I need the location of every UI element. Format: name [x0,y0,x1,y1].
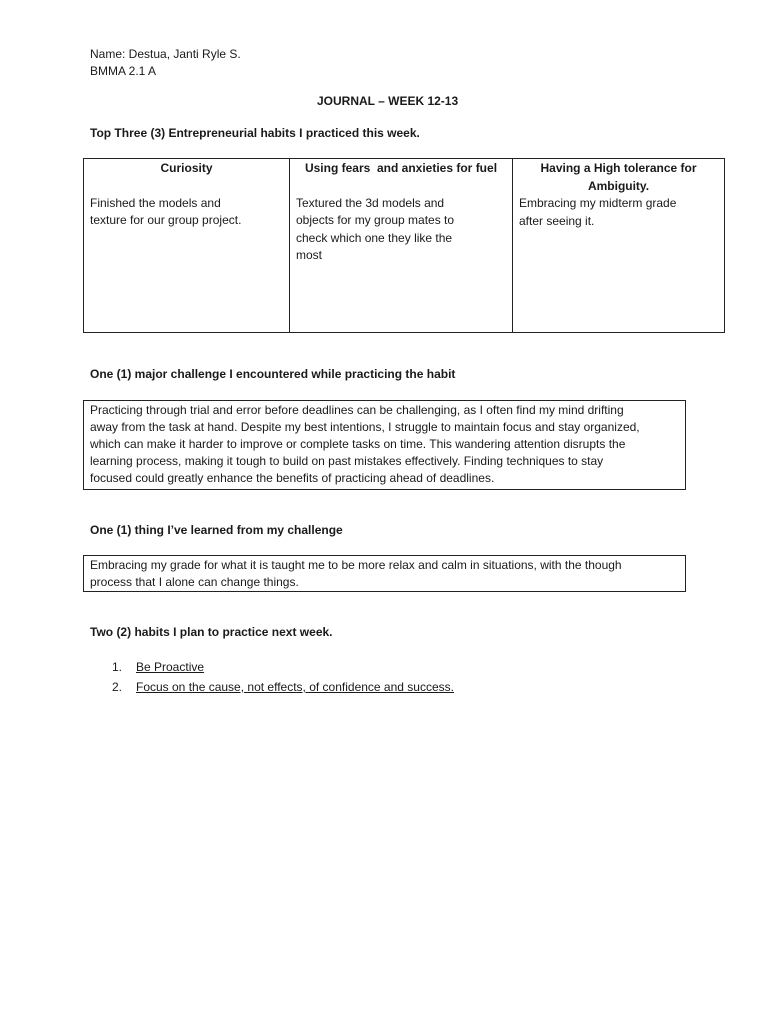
habit-body-line: Finished the models and [90,195,221,210]
habit-body-line: objects for my group mates to [296,213,455,227]
habit-heading: Ambiguity. [587,178,650,193]
learned-box [83,555,686,592]
habit-cell-curiosity [84,159,290,333]
plan-item-text: Be Proactive [136,660,205,674]
habit-body-line: most [296,248,323,262]
habit-body-line: Textured the 3d models and [296,195,445,210]
learned-line: process that I alone can change things. [90,575,299,589]
habit-body-line: after seeing it. [519,213,595,228]
challenge-line: focused could greatly enhance the benefits of practicing ahead of deadlines. [90,471,495,485]
journal-title: JOURNAL – WEEK 12-13 [317,94,459,108]
habit-body-line: Embracing my midterm grade [519,196,677,210]
plan-item-number: 2. [112,680,123,694]
plan-heading: Two (2) habits I plan to practice next week. [90,625,333,639]
student-section: BMMA 2.1 A [90,64,157,78]
habit-cell-fears [290,159,513,333]
habit-body-line: texture for our group project. [90,213,242,227]
habits-table [83,158,725,333]
habit-heading: Having a High tolerance for [540,161,697,175]
learned-heading: One (1) thing I’ve learned from my challenge [90,523,343,537]
plan-item-text: Focus on the cause, not effects, of confidence and success. [136,680,454,694]
challenge-line: learning process, making it tough to build on past mistakes effectively. Finding techniques to stay [90,454,604,468]
challenge-line: which can make it harder to improve or complete tasks on time. This wandering attention disrupts the [90,437,626,451]
student-name: Name: Destua, Janti Ryle S. [90,47,241,61]
plan-list-item [112,677,454,697]
plan-item-number: 1. [112,660,123,674]
challenge-box [83,400,686,490]
habits-heading: Top Three (3) Entrepreneurial habits I practiced this week. [90,126,420,140]
plan-list [112,657,454,697]
habit-body-line: check which one they like the [296,230,453,245]
habit-cell-ambiguity [513,159,725,333]
plan-list-item [112,657,454,677]
challenge-heading: One (1) major challenge I encountered while practicing the habit [90,367,456,381]
habit-heading: Curiosity [160,161,213,175]
challenge-line: away from the task at hand. Despite my best intentions, I struggle to maintain focus and stay organized, [90,420,640,434]
learned-line: Embracing my grade for what it is taught me to be more relax and calm in situations, with the though [90,558,622,572]
habit-heading: Using fears and anxieties for fuel [304,161,498,175]
challenge-line: Practicing through trial and error before deadlines can be challenging, as I often find my mind drifting [90,403,624,417]
